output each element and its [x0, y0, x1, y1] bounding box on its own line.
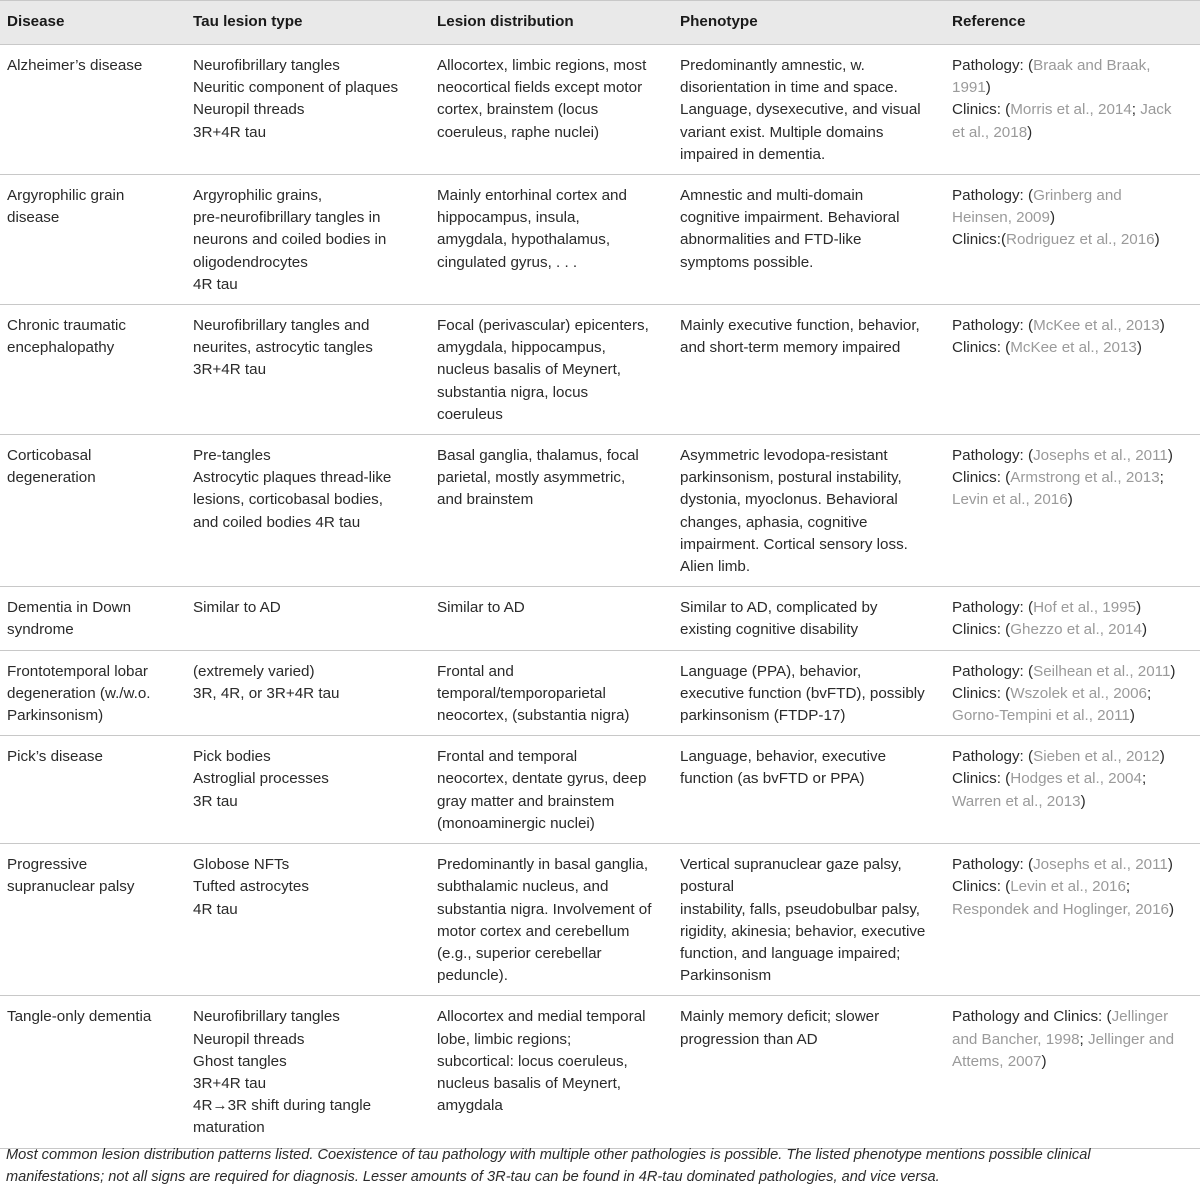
cell-line: parkinsonism (FTDP-17) [680, 707, 846, 725]
reference-text: ) [1141, 621, 1148, 639]
reference-line [952, 77, 1194, 99]
cell-line: instability, falls, pseudobulbar palsy, [680, 900, 921, 918]
phenotype-cell [673, 435, 945, 587]
cell-line: Corticobasal [7, 447, 92, 465]
reference-text: Clinics: [952, 101, 1006, 119]
citation-link[interactable]: McKee et al., 2013 [1010, 339, 1137, 357]
reference-cell [945, 736, 1200, 844]
cell-line: Neurofibrillary tangles [193, 57, 340, 74]
reference-cell [945, 844, 1200, 996]
reference-text: ) [985, 79, 991, 97]
cell-line: and short-term memory impaired [680, 339, 901, 357]
disease-cell [0, 996, 186, 1148]
reference-text: ( [1028, 599, 1034, 617]
cell-line: Asymmetric levodopa-resistant [680, 447, 888, 465]
reference-text: ) [1154, 231, 1160, 249]
header-reference: Reference [952, 13, 1026, 31]
lesion-distribution-cell [430, 650, 673, 736]
table-row [0, 650, 1200, 736]
citation-link[interactable]: Sieben et al., 2012 [1033, 748, 1160, 766]
reference-text: ( [1005, 339, 1011, 357]
cell-line: syndrome [7, 621, 74, 639]
cell-line: Chronic traumatic [7, 317, 127, 335]
reference-line [952, 122, 1194, 144]
cell-line: 3R+4R tau [193, 361, 267, 379]
reference-text: Clinics: [952, 339, 1006, 357]
reference-text: ( [1028, 57, 1034, 74]
table-row [0, 844, 1200, 996]
reference-text: ( [1005, 878, 1011, 896]
reference-line [952, 467, 1194, 489]
reference-cell [945, 305, 1200, 435]
cell-line: Frontal and temporal [437, 748, 578, 766]
cell-line: symptoms possible. [680, 253, 814, 271]
reference-line [952, 661, 1194, 683]
table-row [0, 996, 1200, 1148]
reference-line [952, 899, 1194, 921]
phenotype-cell [673, 305, 945, 435]
cell-line: Mainly entorhinal cortex and [437, 187, 627, 205]
table-row [0, 435, 1200, 587]
cell-line: 4R tau [193, 275, 238, 293]
cell-line: pre-neurofibrillary tangles in [193, 209, 381, 227]
cell-line: nucleus basalis of Meynert, [437, 361, 622, 379]
cell-line: Similar to AD [193, 599, 281, 617]
citation-link[interactable]: Armstrong et al., 2013 [1010, 469, 1160, 487]
reference-line [952, 229, 1194, 251]
disease-cell [0, 650, 186, 736]
cell-line: temporal/temporoparietal [437, 684, 606, 702]
disease-cell [0, 45, 186, 175]
cell-line: Amnestic and multi-domain [680, 187, 864, 205]
reference-text: ( [1028, 662, 1034, 680]
reference-text: Clinics: [952, 770, 1006, 788]
cell-line: Basal ganglia, thalamus, focal [437, 447, 639, 465]
cell-line: Focal (perivascular) epicenters, [437, 317, 649, 335]
cell-line: lesions, corticobasal bodies, [193, 491, 383, 509]
reference-text: ; [1131, 101, 1141, 119]
lesion-distribution-cell [430, 587, 673, 650]
citation-link[interactable]: Respondek and Hoglinger, 2016 [952, 900, 1170, 918]
lesion-type-cell [186, 650, 430, 736]
cell-line: neocortex, (substantia nigra) [437, 707, 630, 725]
cell-line: Allocortex, limbic regions, most [437, 57, 647, 74]
reference-line [952, 791, 1194, 813]
cell-line: Parkinsonism [680, 967, 772, 985]
reference-text: ( [1028, 856, 1034, 874]
cell-line: impaired in dementia. [680, 145, 826, 163]
cell-line: (e.g., superior cerebellar [437, 944, 602, 962]
reference-text: ) [1136, 599, 1142, 617]
cell-line: disease [7, 209, 60, 227]
citation-link[interactable]: and Bancher, 1998 [952, 1030, 1080, 1048]
reference-line [952, 1051, 1194, 1073]
cell-line: Language, behavior, executive [680, 748, 887, 766]
cell-line: amygdala, hippocampus, [437, 339, 606, 357]
cell-line: Alien limb. [680, 558, 751, 576]
cell-line: cingulated gyrus, . . . [437, 253, 578, 271]
citation-link[interactable]: Braak and Braak, [1033, 57, 1151, 74]
cell-line: Parkinsonism) [7, 707, 104, 725]
cell-line: neurites, astrocytic tangles [193, 339, 373, 357]
lesion-type-cell [186, 45, 430, 175]
header-lesion-type: Tau lesion type [193, 13, 303, 31]
reference-text: Pathology: [952, 662, 1028, 680]
cell-line: Neurofibrillary tangles and [193, 317, 370, 335]
reference-cell [945, 435, 1200, 587]
reference-text: ( [1005, 770, 1011, 788]
cell-line: Similar to AD, complicated by [680, 599, 878, 617]
cell-line: Neurofibrillary tangles [193, 1008, 340, 1026]
citation-link[interactable]: Rodriguez et al., 2016 [1006, 231, 1155, 249]
lesion-type-cell [186, 844, 430, 996]
cell-line: neocortical fields except motor [437, 79, 643, 97]
cell-line: and brainstem [437, 491, 534, 509]
cell-line: function (as bvFTD or PPA) [680, 770, 865, 788]
cell-line: substantia nigra. Involvement of [437, 900, 652, 918]
table-row [0, 175, 1200, 305]
reference-text: Clinics: [952, 469, 1006, 487]
reference-line [952, 337, 1194, 359]
reference-line [952, 768, 1194, 790]
reference-text: ) [1167, 856, 1173, 874]
reference-text: ) [1041, 1052, 1047, 1070]
cell-line: Alzheimer’s disease [7, 57, 143, 74]
cell-line: 4R tau [193, 900, 238, 918]
reference-line [952, 489, 1194, 511]
cell-line: Dementia in Down [7, 599, 132, 617]
cell-line: impairment. Cortical sensory loss. [680, 535, 908, 553]
reference-text: ) [1129, 707, 1135, 725]
cell-line: motor cortex and cerebellum [437, 922, 630, 940]
cell-line: Predominantly in basal ganglia, [437, 856, 649, 874]
cell-line: Argyrophilic grains, [193, 187, 323, 205]
reference-line [952, 207, 1194, 229]
cell-line: Language (PPA), behavior, [680, 662, 862, 680]
cell-line: hippocampus, insula, [437, 209, 580, 227]
reference-text: ( [1005, 684, 1011, 702]
header-phenotype: Phenotype [680, 13, 758, 31]
header-lesion-distribution: Lesion distribution [437, 13, 574, 31]
cell-line: existing cognitive disability [680, 621, 859, 639]
reference-text: ) [1067, 491, 1073, 509]
citation-link[interactable]: McKee et al., 2013 [1033, 317, 1160, 335]
cell-line: degeneration (w./w.o. [7, 684, 151, 702]
citation-link[interactable]: et al., 2018 [952, 123, 1028, 141]
reference-text: ) [1169, 900, 1175, 918]
reference-text: Clinics: [952, 621, 1006, 639]
reference-text: ; [1079, 1030, 1088, 1048]
cell-line: nucleus basalis of Meynert, [437, 1074, 622, 1092]
cell-line: Neuropil threads [193, 1030, 305, 1048]
cell-line: 3R+4R tau [193, 1074, 267, 1092]
disease-cell [0, 844, 186, 996]
cell-line: variant exist. Multiple domains [680, 123, 884, 141]
reference-text: Clinics:( [952, 231, 1007, 249]
phenotype-cell [673, 736, 945, 844]
disease-cell [0, 305, 186, 435]
disease-cell [0, 736, 186, 844]
table-footnote [6, 1144, 1196, 1188]
table-row [0, 587, 1200, 650]
phenotype-cell [673, 650, 945, 736]
cell-line: dystonia, myoclonus. Behavioral [680, 491, 898, 509]
reference-text: ) [1080, 792, 1086, 810]
cell-line: Frontotemporal lobar [7, 662, 148, 680]
reference-text: ) [1170, 662, 1176, 680]
lesion-type-cell [186, 587, 430, 650]
reference-text: Pathology and Clinics: [952, 1008, 1107, 1026]
lesion-distribution-cell [430, 305, 673, 435]
reference-text: ) [1159, 748, 1165, 766]
lesion-type-cell [186, 305, 430, 435]
reference-cell [945, 587, 1200, 650]
citation-link[interactable]: Jellinger and [1087, 1030, 1175, 1048]
table-header [0, 1, 1200, 45]
reference-text: ( [1106, 1008, 1112, 1026]
cell-line: cortex, brainstem (locus [437, 101, 599, 119]
cell-line: Neuropil threads [193, 101, 305, 119]
reference-line [952, 683, 1194, 705]
citation-link[interactable]: Jellinger [1111, 1008, 1169, 1026]
citation-link[interactable]: Morris et al., 2014 [1010, 101, 1132, 119]
cell-line: 3R, 4R, or 3R+4R tau [193, 684, 340, 702]
reference-text: ; [1141, 770, 1147, 788]
reference-text: ; [1159, 469, 1164, 487]
cell-line: (extremely varied) [193, 662, 315, 680]
cell-line: parietal, mostly asymmetric, [437, 469, 626, 487]
reference-line [952, 99, 1194, 121]
reference-text: Pathology: [952, 856, 1028, 874]
reference-text: ; [1125, 878, 1131, 896]
cell-line: coeruleus, raphe nuclei) [437, 123, 600, 141]
cell-line: Mainly executive function, behavior, [680, 317, 920, 335]
cell-line: gray matter and brainstem [437, 792, 615, 810]
cell-line: degeneration [7, 469, 96, 487]
phenotype-cell [673, 996, 945, 1148]
cell-line: supranuclear palsy [7, 878, 135, 896]
reference-text: Pathology: [952, 599, 1028, 617]
header-row [0, 1, 1200, 45]
cell-line: Predominantly amnestic, w. [680, 57, 865, 74]
cell-line: peduncle). [437, 967, 508, 985]
reference-text: ) [1136, 339, 1142, 357]
reference-text: ( [1005, 469, 1011, 487]
lesion-type-cell [186, 736, 430, 844]
cell-line: Tangle-only dementia [7, 1008, 152, 1026]
lesion-distribution-cell [430, 435, 673, 587]
reference-line [952, 619, 1194, 641]
cell-line: function, and language impaired; [680, 944, 901, 962]
table-row [0, 736, 1200, 844]
lesion-type-cell [186, 435, 430, 587]
cell-line: progression than AD [680, 1030, 818, 1048]
footnote-line: manifestations; not all signs are required for diagnosis. Lesser amounts of 3R-tau can be found in 4R-tau dominated pathologies, and vice versa. [6, 1169, 940, 1185]
cell-line: neurons and coiled bodies in [193, 231, 387, 249]
reference-cell [945, 996, 1200, 1148]
reference-text: Pathology: [952, 317, 1028, 335]
citation-link[interactable]: Wszolek et al., 2006 [1010, 684, 1147, 702]
lesion-distribution-cell [430, 736, 673, 844]
phenotype-cell [673, 844, 945, 996]
cell-line: Argyrophilic grain [7, 187, 125, 205]
reference-text: Pathology: [952, 748, 1028, 766]
cell-line: coeruleus [437, 405, 503, 423]
reference-text: ) [1049, 209, 1056, 227]
cell-line: Pick bodies [193, 748, 271, 766]
reference-line [952, 55, 1194, 77]
cell-line: and coiled bodies 4R tau [193, 513, 361, 531]
cell-line: (monoaminergic nuclei) [437, 814, 595, 832]
cell-line: executive function (bvFTD), possibly [680, 684, 925, 702]
header-disease: Disease [7, 13, 65, 31]
reference-text: ; [1147, 684, 1152, 702]
lesion-type-cell [186, 996, 430, 1148]
reference-text: ) [1167, 447, 1173, 465]
cell-line: Allocortex and medial temporal [437, 1008, 646, 1026]
reference-text: ( [1028, 748, 1034, 766]
citation-link[interactable]: Josephs et al., 2011 [1033, 447, 1168, 465]
reference-line [952, 854, 1194, 876]
reference-text: ) [1027, 123, 1033, 141]
cell-line: disorientation in time and space. [680, 79, 898, 97]
reference-text: Pathology: [952, 447, 1028, 465]
cell-line: Progressive [7, 856, 88, 874]
citation-link[interactable]: Warren et al., 2013 [952, 792, 1081, 810]
lesion-distribution-cell [430, 844, 673, 996]
cell-line: oligodendrocytes [193, 253, 308, 271]
citation-link[interactable]: Josephs et al., 2011 [1033, 856, 1168, 874]
reference-line [952, 1006, 1194, 1028]
citation-link[interactable]: 1991 [952, 79, 986, 97]
disease-cell [0, 435, 186, 587]
reference-text: ( [1028, 447, 1034, 465]
lesion-distribution-cell [430, 45, 673, 175]
cell-line: Astrocytic plaques thread-like [193, 469, 392, 487]
cell-line: Vertical supranuclear gaze palsy, [680, 856, 902, 874]
citation-link[interactable]: Hof et al., 1995 [1033, 599, 1137, 617]
citation-link[interactable]: Ghezzo et al., 2014 [1010, 621, 1142, 639]
cell-line: changes, aphasia, cognitive [680, 513, 868, 531]
lesion-distribution-cell [430, 996, 673, 1148]
cell-line: amygdala, hypothalamus, [437, 231, 611, 249]
cell-line: encephalopathy [7, 339, 115, 357]
footnote-line: Most common lesion distribution patterns listed. Coexistence of tau pathology with multiple other pathologies is possible. The listed phenotype mentions possible clinical [6, 1147, 1091, 1163]
cell-line: Similar to AD [437, 599, 525, 617]
reference-line [952, 746, 1194, 768]
reference-cell [945, 45, 1200, 175]
cell-line: Tufted astrocytes [193, 878, 309, 896]
cell-line: Mainly memory deficit; slower [680, 1008, 880, 1026]
reference-text: ( [1028, 317, 1034, 335]
cell-line: lobe, limbic regions; [437, 1030, 572, 1048]
cell-line: neocortex, dentate gyrus, deep [437, 770, 647, 788]
cell-line: Ghost tangles [193, 1052, 287, 1070]
cell-line: Neuritic component of plaques [193, 79, 399, 97]
reference-cell [945, 175, 1200, 305]
phenotype-cell [673, 175, 945, 305]
reference-text: ( [1005, 621, 1011, 639]
reference-text: Pathology: [952, 187, 1028, 205]
lesion-distribution-cell [430, 175, 673, 305]
table-row [0, 305, 1200, 435]
cell-line: 3R+4R tau [193, 123, 267, 141]
phenotype-cell [673, 587, 945, 650]
citation-link[interactable]: Heinsen, 2009 [952, 209, 1050, 227]
cell-line: Globose NFTs [193, 856, 290, 874]
cell-line: subcortical: locus coeruleus, [437, 1052, 628, 1070]
disease-cell [0, 587, 186, 650]
citation-link[interactable]: Levin et al., 2016 [1010, 878, 1126, 896]
reference-text: ( [1028, 187, 1034, 205]
reference-line [952, 597, 1194, 619]
cell-line: postural [680, 878, 735, 896]
reference-line [952, 185, 1194, 207]
cell-line: rigidity, akinesia; behavior, executive [680, 922, 926, 940]
citation-link[interactable]: Hodges et al., 2004 [1010, 770, 1142, 788]
cell-line: amygdala [437, 1097, 503, 1115]
reference-text: ) [1159, 317, 1165, 335]
reference-text: Clinics: [952, 684, 1006, 702]
citation-link[interactable]: Levin et al., 2016 [952, 491, 1068, 509]
reference-line [952, 315, 1194, 337]
citation-link[interactable]: Grinberg and [1033, 187, 1122, 205]
cell-line: 4R→3R shift during tangle [193, 1097, 372, 1115]
table-row [0, 45, 1200, 175]
cell-line: parkinsonism, postural instability, [680, 469, 902, 487]
reference-cell [945, 650, 1200, 736]
phenotype-cell [673, 45, 945, 175]
cell-line: maturation [193, 1119, 265, 1137]
citation-link[interactable]: Attems, 2007 [952, 1052, 1042, 1070]
cell-line: Pre-tangles [193, 447, 271, 465]
lesion-type-cell [186, 175, 430, 305]
reference-line [952, 1029, 1194, 1051]
cell-line: Pick’s disease [7, 748, 103, 766]
cell-line: Astroglial processes [193, 770, 329, 788]
reference-line [952, 705, 1194, 727]
cell-line: abnormalities and FTD-like [680, 231, 862, 249]
cell-line: 3R tau [193, 792, 238, 810]
citation-link[interactable]: Jack [1140, 101, 1172, 119]
citation-link[interactable]: Gorno-Tempini et al., 2011 [952, 707, 1130, 725]
reference-line [952, 876, 1194, 898]
cell-line: subthalamic nucleus, and [437, 878, 609, 896]
cell-line: Frontal and [437, 662, 514, 680]
reference-text: Pathology: [952, 57, 1028, 74]
reference-text: ( [1005, 101, 1011, 119]
disease-cell [0, 175, 186, 305]
citation-link[interactable]: Seilhean et al., 2011 [1033, 662, 1171, 680]
reference-text: Clinics: [952, 878, 1006, 896]
reference-line [952, 445, 1194, 467]
cell-line: Language, dysexecutive, and visual [680, 101, 921, 119]
table-body [0, 45, 1200, 1149]
cell-line: substantia nigra, locus [437, 383, 589, 401]
cell-line: cognitive impairment. Behavioral [680, 209, 900, 227]
